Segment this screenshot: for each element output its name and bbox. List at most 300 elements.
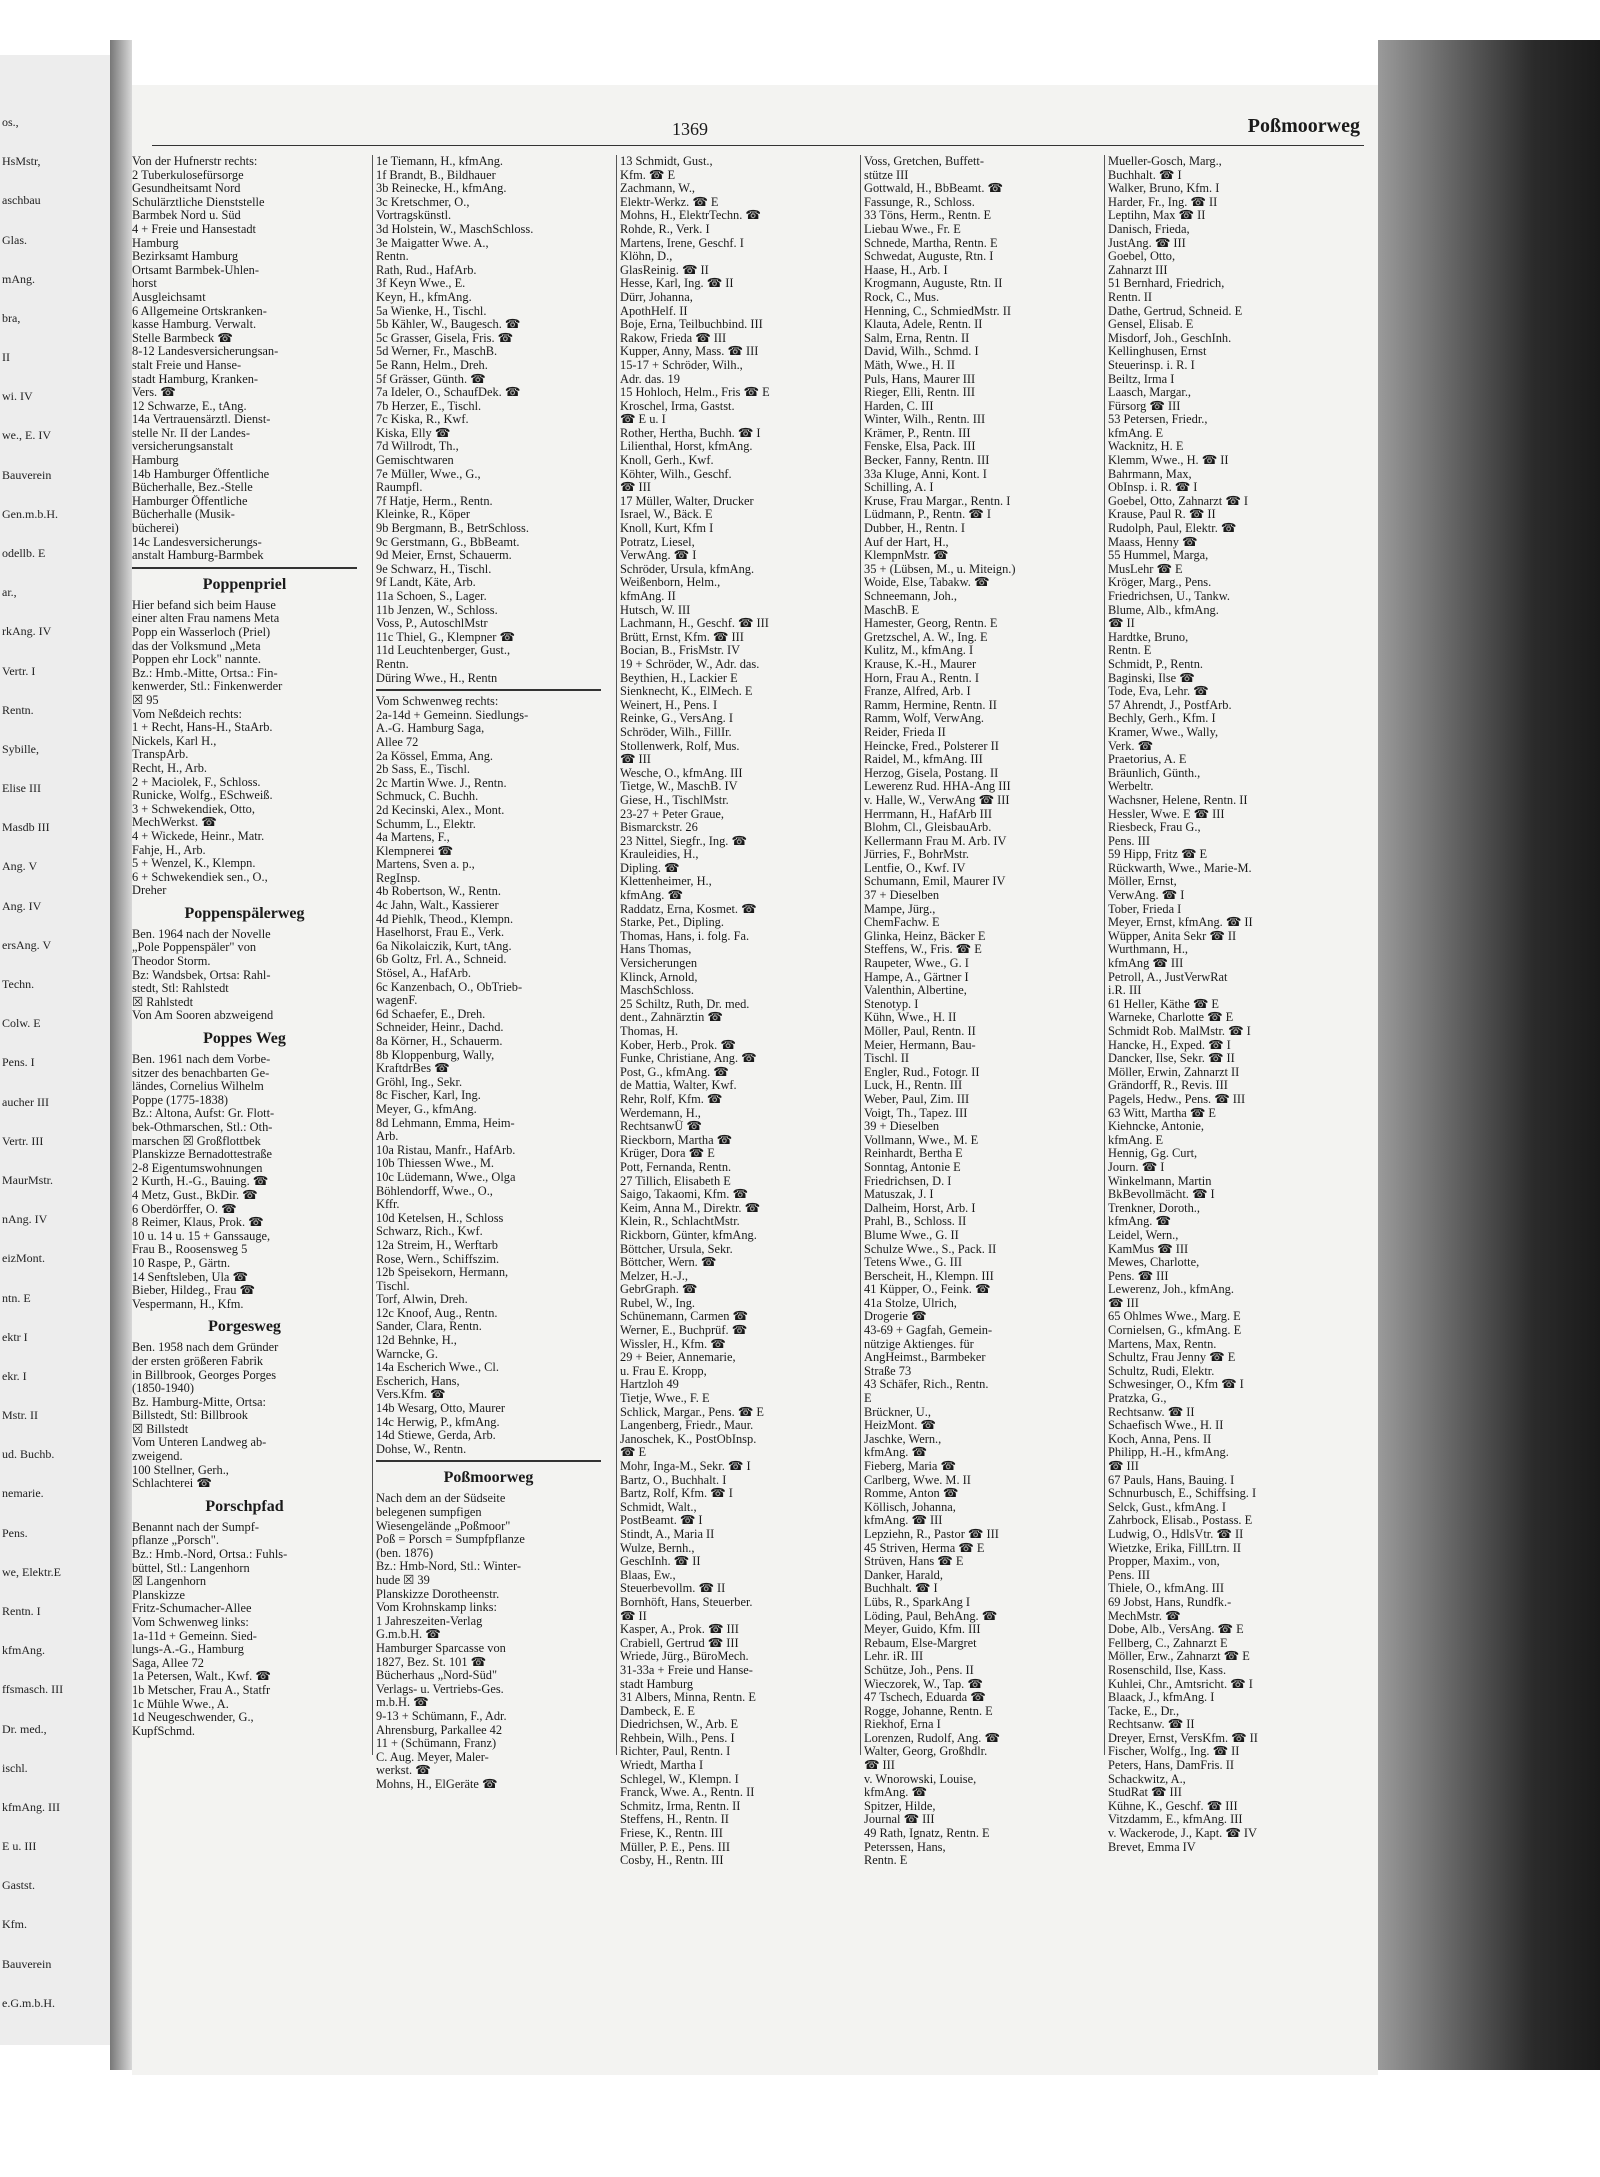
- entry-line: 3d Holstein, W., MaschSchloss.: [376, 222, 534, 236]
- entry-line: KamMus ☎ III: [1108, 1242, 1189, 1256]
- entry-line: Lewerenz, Joh., kfmAng.: [1108, 1283, 1234, 1297]
- entry-line: JustAng. ☎ III: [1108, 236, 1186, 250]
- entry-line: Richter, Paul, Rentn. I: [620, 1745, 731, 1759]
- entry-line: MechWerkst. ☎: [132, 816, 217, 830]
- entry-line: G.m.b.H. ☎: [376, 1628, 441, 1642]
- entry-line: 4 + Wickede, Heinr., Matr.: [132, 829, 265, 843]
- entry-line: Verlags- u. Vertriebs-Ges.: [376, 1682, 504, 1696]
- entry-line: Becker, Fanny, Rentn. III: [864, 454, 990, 468]
- entry-line: (ben. 1876): [376, 1546, 434, 1560]
- entry-line: Hamburger Öffentliche: [132, 494, 248, 508]
- entry-line: Schwedat, Auguste, Rtn. I: [864, 250, 994, 264]
- entry-line: Rentn. E: [864, 1854, 908, 1868]
- entry-line: Schmuck, C. Buchh.: [376, 790, 479, 804]
- left-page-text: Elise III: [2, 781, 41, 795]
- entry-line: Dreher: [132, 884, 167, 898]
- entry-line: Fieberg, Maria ☎: [864, 1460, 956, 1473]
- column-2: [376, 155, 601, 1791]
- entry-line: 8d Lehmann, Emma, Heim-: [376, 1116, 515, 1130]
- left-page-text: II: [2, 350, 10, 364]
- entry-line: Rentn.: [376, 657, 409, 671]
- entry-line: Walter, Georg, Großhdlr.: [864, 1745, 988, 1759]
- entry-line: 9c Gerstmann, G., BbBeamt.: [376, 535, 520, 549]
- entry-line: Keyn, H., kfmAng.: [376, 290, 472, 304]
- entry-line: Adr. das. 19: [620, 372, 680, 386]
- entry-line: Potratz, Liesel,: [620, 535, 695, 549]
- entry-line: Zahrbock, Elisab., Postass. E: [1108, 1514, 1253, 1528]
- entry-line: Klempnerei ☎: [376, 844, 454, 858]
- entry-line: Mueller-Gosch, Marg.,: [1108, 155, 1222, 168]
- entry-line: Kiska, Elly ☎: [376, 426, 451, 440]
- entry-line: Bornhöft, Hans, Steuerber.: [620, 1595, 753, 1609]
- entry-line: 9e Schwarz, H., Tischl.: [376, 562, 492, 576]
- entry-line: ☎ III: [864, 1759, 895, 1773]
- entry-line: 47 Tschech, Eduarda ☎: [864, 1691, 986, 1705]
- entry-line: 19 + Schröder, W., Adr. das.: [620, 657, 760, 671]
- entry-line: Hamburg: [132, 236, 179, 250]
- entry-line: Sonntag, Antonie E: [864, 1160, 961, 1174]
- entry-line: Vom Schwenweg rechts:: [376, 695, 499, 709]
- entry-line: Dubber, H., Rentn. I: [864, 522, 966, 536]
- entry-line: Klein, R., SchlachtMstr.: [620, 1215, 740, 1229]
- entry-line: Dürr, Johanna,: [620, 290, 693, 304]
- entry-line: Rose, Wern., Schiffszim.: [376, 1252, 500, 1266]
- entry-line: Steuerinsp. i. R. I: [1108, 358, 1195, 372]
- left-page-text: aucher III: [2, 1095, 49, 1109]
- entry-line: Theodor Storm.: [132, 955, 211, 969]
- left-page-text: aschbau: [2, 193, 41, 207]
- entry-line: Kober, Herb., Prok. ☎: [620, 1038, 736, 1052]
- entry-line: Wulze, Bernh.,: [620, 1541, 695, 1555]
- entry-line: zweigend.: [132, 1450, 183, 1464]
- entry-line: Franze, Alfred, Arb. I: [864, 685, 971, 699]
- street-heading: Poppes Weg: [203, 1030, 286, 1048]
- entry-line: Schilling, A. I: [864, 481, 934, 495]
- entry-line: Hier befand sich beim Hause: [132, 598, 276, 612]
- left-page-text: ischl.: [2, 1761, 28, 1775]
- entry-line: Kellermann Frau M. Arb. IV: [864, 834, 1007, 848]
- entry-line: Krause, Paul R. ☎ II: [1108, 508, 1216, 522]
- left-page-text: kfmAng.: [2, 1643, 45, 1657]
- entry-line: GeschInh. ☎ II: [620, 1555, 701, 1569]
- entry-line: Rock, C., Mus.: [864, 290, 940, 304]
- entry-line: MaschSchloss.: [620, 984, 694, 998]
- entry-line: 10 u. 14 u. 15 + Ganssauge,: [132, 1229, 271, 1243]
- entry-line: 65 Ohlmes Wwe., Marg. E: [1108, 1310, 1241, 1324]
- entry-line: 57 Ahrendt, J., PostfArb.: [1108, 698, 1232, 712]
- entry-line: Janoschek, K., PostObInsp.: [620, 1432, 757, 1446]
- entry-line: Schwesinger, O., Kfm ☎ I: [1108, 1378, 1244, 1392]
- entry-line: 43-69 + Gagfah, Gemein-: [864, 1324, 993, 1338]
- entry-line: Fürsorg ☎ III: [1108, 399, 1181, 413]
- entry-line: stütze III: [864, 168, 909, 182]
- entry-line: Jürries, F., BohrMstr.: [864, 848, 970, 862]
- entry-line: 12 Schwarze, E., tAng.: [132, 399, 247, 413]
- left-page-text: Vertr. III: [2, 1134, 44, 1148]
- entry-line: 1827, Bez. St. 101 ☎: [376, 1655, 487, 1669]
- entry-line: 59 Hipp, Fritz ☎ E: [1108, 848, 1208, 862]
- entry-line: Köllisch, Johanna,: [864, 1500, 956, 1514]
- entry-line: MusLehr ☎ E: [1108, 562, 1183, 576]
- entry-line: kfmAng. ☎: [864, 1446, 927, 1460]
- entry-line: Kühne, K., Geschf. ☎ III: [1108, 1799, 1238, 1813]
- entry-line: Dathe, Gertrud, Schneid. E: [1108, 304, 1243, 318]
- entry-line: Gröhl, Ing., Sekr.: [376, 1075, 463, 1089]
- left-page-text: ersAng. V: [2, 938, 52, 952]
- entry-line: Stenotyp. I: [864, 997, 919, 1011]
- entry-line: 25 Schiltz, Ruth, Dr. med.: [620, 997, 750, 1011]
- entry-line: Blume, Alb., kfmAng.: [1108, 603, 1219, 617]
- entry-line: Martens, Irene, Geschf. I: [620, 236, 744, 250]
- entry-line: Lachmann, H., Geschf. ☎ III: [620, 617, 769, 631]
- entry-line: 10 Raspe, P., Gärtn.: [132, 1256, 231, 1270]
- left-page-text: nAng. IV: [2, 1212, 48, 1226]
- entry-line: v. Wnorowski, Louise,: [864, 1772, 977, 1786]
- entry-line: sitzer des benachbarten Ge-: [132, 1066, 270, 1080]
- entry-line: Crabiell, Gertrud ☎ III: [620, 1636, 739, 1650]
- entry-line: Fassunge, R., Schloss.: [864, 195, 975, 209]
- entry-line: Sienknecht, K., ElMech. E: [620, 685, 753, 699]
- entry-line: 10c Lüdemann, Wwe., Olga: [376, 1170, 516, 1184]
- left-page-text: ektr I: [2, 1330, 28, 1344]
- entry-line: A.-G. Hamburg Saga,: [376, 722, 485, 736]
- entry-line: StudRat ☎ III: [1108, 1786, 1182, 1800]
- entry-line: Wesche, O., kfmAng. III: [620, 766, 743, 780]
- entry-line: 6 Oberdörffer, O. ☎: [132, 1202, 237, 1216]
- entry-line: Müller, P. E., Pens. III: [620, 1840, 730, 1854]
- entry-line: Wriedt, Martha I: [620, 1759, 704, 1773]
- entry-line: Tietge, W., MaschB. IV: [620, 780, 738, 794]
- entry-line: 23 Nittel, Siegfr., Ing. ☎: [620, 834, 747, 848]
- entry-line: Rentn. II: [1108, 290, 1153, 304]
- entry-line: Schwarz, Rich., Kwf.: [376, 1225, 483, 1239]
- entry-line: 33a Kluge, Anni, Kont. I: [864, 467, 987, 481]
- entry-line: Nach dem an der Südseite: [376, 1492, 506, 1506]
- entry-line: Möller, Erw., Zahnarzt ☎ E: [1108, 1650, 1250, 1664]
- entry-line: 8a Körner, H., Schauerm.: [376, 1035, 503, 1048]
- entry-line: ApothHelf. II: [620, 304, 688, 318]
- entry-line: Vom Neßdeich rechts:: [132, 707, 242, 721]
- left-page-text: MaurMstr.: [2, 1173, 53, 1187]
- entry-line: 1 Jahreszeiten-Verlag: [376, 1614, 483, 1628]
- entry-line: Luck, H., Rentn. III: [864, 1079, 963, 1093]
- entry-line: Vollmann, Wwe., M. E: [864, 1133, 979, 1147]
- left-page-text: Dr. med.,: [2, 1722, 47, 1736]
- entry-line: Vom Schwenweg links:: [132, 1616, 249, 1629]
- entry-line: werkst. ☎: [376, 1764, 431, 1778]
- entry-line: RegInsp.: [376, 871, 421, 885]
- entry-line: 7b Herzer, E., Tischl.: [376, 399, 482, 413]
- entry-line: Tischl. II: [864, 1052, 909, 1066]
- entry-line: kfmAng ☎ III: [1108, 957, 1184, 971]
- entry-line: Riesbeck, Frau G.,: [1108, 821, 1201, 835]
- entry-line: 8b Kloppenburg, Wally,: [376, 1048, 495, 1062]
- entry-line: ländes, Cornelius Wilhelm: [132, 1080, 264, 1094]
- entry-line: Schmitz, Irma, Rentn. II: [620, 1799, 741, 1813]
- entry-line: kenwerder, Stl.: Finkenwerder: [132, 680, 283, 694]
- entry-line: einer alten Frau namens Meta: [132, 612, 280, 626]
- entry-line: Schackwitz, A.,: [1108, 1772, 1186, 1786]
- entry-line: Bahrmann, Max,: [1108, 467, 1192, 481]
- entry-line: Tode, Eva, Lehr. ☎: [1108, 685, 1209, 699]
- entry-line: 6 + Schwekendiek sen., O.,: [132, 870, 268, 884]
- entry-line: TranspArb.: [132, 748, 189, 762]
- entry-line: Kramer, Wwe., Wally,: [1108, 725, 1219, 739]
- column-divider: [372, 155, 373, 1755]
- entry-line: HeizMont. ☎: [864, 1419, 936, 1433]
- entry-line: 55 Hummel, Marga,: [1108, 549, 1209, 563]
- entry-line: Israel, W., Bäck. E: [620, 508, 713, 522]
- entry-line: 11c Thiel, G., Klempner ☎: [376, 630, 515, 644]
- entry-line: Vortragskünstl.: [376, 209, 452, 223]
- column-divider: [860, 155, 861, 1755]
- entry-line: David, Wilh., Schmd. I: [864, 345, 979, 359]
- entry-line: Wachsner, Helene, Rentn. II: [1108, 793, 1248, 807]
- entry-line: Rehbein, Wilh., Pens. I: [620, 1731, 735, 1745]
- entry-line: 8 Reimer, Klaus, Prok. ☎: [132, 1216, 264, 1230]
- entry-line: Hutsch, W. III: [620, 603, 691, 617]
- entry-line: Poppe (1775-1838): [132, 1093, 229, 1107]
- entry-line: Danker, Harald,: [864, 1568, 943, 1582]
- entry-line: Wurthmann, H.,: [1108, 943, 1189, 957]
- entry-line: Stindt, A., Maria II: [620, 1527, 715, 1541]
- entry-line: kfmAng. ☎ III: [864, 1514, 943, 1528]
- entry-line: Bücherhalle (Musik-: [132, 508, 235, 522]
- page-number: 1369: [672, 119, 708, 139]
- entry-line: Dalheim, Horst, Arb. I: [864, 1201, 976, 1215]
- entry-line: Billstedt, Stl: Billbrook: [132, 1409, 249, 1423]
- entry-line: Friedrichsen, D. I: [864, 1174, 952, 1188]
- entry-line: 12d Behnke, H.,: [376, 1334, 457, 1348]
- entry-line: Ramm, Hermine, Rentn. II: [864, 698, 997, 712]
- entry-line: GebrGraph. ☎: [620, 1283, 698, 1297]
- entry-line: Weißenborn, Helm.,: [620, 576, 721, 590]
- entry-line: Fenske, Elsa, Pack. III: [864, 440, 976, 454]
- entry-line: 31 Albers, Minna, Rentn. E: [620, 1691, 756, 1705]
- entry-line: kfmAng. II: [620, 590, 676, 603]
- entry-line: Schünemann, Carmen ☎: [620, 1310, 748, 1324]
- entry-line: Carlberg, Wwe. M. II: [864, 1473, 971, 1487]
- entry-line: Blohm, Cl., GleisbauArb.: [864, 821, 992, 835]
- left-page-text: ffsmasch. III: [2, 1682, 64, 1696]
- entry-line: ☒ Billstedt: [132, 1422, 189, 1436]
- entry-line: m.b.H. ☎: [376, 1696, 429, 1710]
- entry-line: kfmAng. E: [1108, 1133, 1164, 1147]
- entry-line: Bz.: Hmb.-Mitte, Ortsa.: Fin-: [132, 666, 278, 680]
- entry-line: 13 Schmidt, Gust.,: [620, 155, 713, 168]
- entry-line: Kfm. ☎ E: [620, 168, 676, 182]
- entry-line: Bücherhalle, Bez.-Stelle: [132, 481, 253, 495]
- entry-line: Straße 73: [864, 1364, 912, 1378]
- entry-line: Lehr. iR. III: [864, 1650, 924, 1664]
- entry-line: „Pole Poppenspäler" von: [132, 941, 257, 955]
- street-heading: Porschpfad: [205, 1497, 284, 1515]
- entry-line: Schumann, Emil, Maurer IV: [864, 875, 1006, 889]
- entry-line: Planskizze: [132, 1588, 185, 1602]
- entry-line: Kröger, Marg., Pens.: [1108, 576, 1212, 590]
- entry-line: Leptihn, Max ☎ II: [1108, 209, 1206, 223]
- entry-line: Riekhof, Erna I: [864, 1718, 941, 1732]
- entry-line: 39 + Dieselben: [864, 1120, 940, 1134]
- left-page-text: E u. III: [2, 1839, 37, 1853]
- entry-line: 2 Tuberkulosefürsorge: [132, 168, 244, 182]
- column-divider: [1104, 155, 1105, 1755]
- street-heading: Poßmoorweg: [443, 1469, 534, 1487]
- entry-line: Böhlendorff, Wwe., O.,: [376, 1184, 493, 1198]
- entry-line: VerwAng. ☎ I: [620, 549, 697, 563]
- entry-line: Schultz, Frau Jenny ☎ E: [1108, 1351, 1236, 1365]
- entry-line: Hesse, Karl, Ing. ☎ II: [620, 277, 734, 291]
- entry-line: Schnede, Martha, Rentn. E: [864, 236, 998, 250]
- entry-line: Von der Hufnerstr rechts:: [132, 155, 258, 168]
- entry-line: Rechtsanw. ☎ II: [1108, 1718, 1195, 1732]
- entry-line: Tacke, E., Dr.,: [1108, 1704, 1180, 1718]
- entry-line: 8c Fischer, Karl, Ing.: [376, 1089, 481, 1103]
- entry-line: Mewes, Charlotte,: [1108, 1256, 1200, 1270]
- entry-line: Philipp, H.-H., kfmAng.: [1108, 1446, 1229, 1460]
- entry-line: kfmAng. E: [1108, 426, 1164, 440]
- entry-line: 1c Mühle Wwe., A.: [132, 1697, 229, 1711]
- left-page-text: Pens. I: [2, 1055, 35, 1069]
- entry-line: 14c Herwig, P., kfmAng.: [376, 1415, 500, 1429]
- entry-line: Kroschel, Irma, Gastst.: [620, 399, 735, 413]
- entry-line: Mohr, Inga-M., Sekr. ☎ I: [620, 1460, 751, 1473]
- entry-line: Fischer, Wolfg., Ing. ☎ II: [1108, 1745, 1240, 1759]
- entry-line: Sander, Clara, Rentn.: [376, 1320, 482, 1334]
- left-page-text: e.G.m.b.H.: [2, 1996, 55, 2010]
- entry-line: 8-12 Landesversicherungsan-: [132, 345, 279, 359]
- entry-line: Goebel, Otto, Zahnarzt ☎ I: [1108, 494, 1248, 508]
- entry-line: Nickels, Karl H.,: [132, 734, 217, 748]
- entry-line: Klettenheimer, H.,: [620, 875, 712, 889]
- entry-line: Valenthin, Albertine,: [864, 984, 967, 998]
- entry-line: Pens. ☎ III: [1108, 1269, 1169, 1283]
- entry-line: Giese, H., TischlMstr.: [620, 793, 729, 807]
- entry-line: Winkelmann, Martin: [1108, 1174, 1212, 1188]
- entry-line: Matuszak, J. I: [864, 1188, 934, 1202]
- entry-line: Bartz, O., Buchhalt. I: [620, 1473, 727, 1487]
- entry-line: Pens. III: [1108, 834, 1150, 848]
- entry-line: lungs-A.-G., Hamburg: [132, 1643, 244, 1657]
- entry-line: Bz. Hamburg-Mitte, Ortsa:: [132, 1395, 266, 1409]
- entry-line: Engler, Rud., Fotogr. II: [864, 1065, 980, 1079]
- left-page-text: Ang. V: [2, 859, 38, 873]
- entry-line: Goebel, Otto,: [1108, 250, 1176, 264]
- entry-line: kfmAng. ☎: [864, 1786, 927, 1800]
- entry-line: Stelle Barmbeck ☎: [132, 331, 233, 345]
- entry-line: 9d Meier, Ernst, Schauerm.: [376, 549, 512, 563]
- entry-line: 4 Metz, Gust., BkDir. ☎: [132, 1188, 258, 1202]
- entry-line: Rieckborn, Martha ☎: [620, 1133, 733, 1147]
- entry-line: Rentn. E: [1108, 644, 1152, 658]
- entry-line: 5c Grasser, Gisela, Fris. ☎: [376, 331, 514, 345]
- entry-line: 35 + (Lübsen, M., u. Miteign.): [864, 562, 1016, 576]
- entry-line: 11a Schoen, S., Lager.: [376, 590, 487, 603]
- entry-line: Funke, Christiane, Ang. ☎: [620, 1052, 757, 1066]
- entry-line: Schulze Wwe., S., Pack. II: [864, 1242, 997, 1256]
- entry-line: v. Halle, W., VerwAng ☎ III: [864, 793, 1010, 807]
- entry-line: Laasch, Margar.,: [1108, 386, 1192, 400]
- entry-line: 10a Ristau, Manfr., HafArb.: [376, 1143, 516, 1157]
- entry-line: kasse Hamburg. Verwalt.: [132, 318, 257, 332]
- entry-line: Bartz, Rolf, Kfm. ☎ I: [620, 1487, 733, 1501]
- entry-line: Bismarckstr. 26: [620, 821, 698, 835]
- entry-line: Gensel, Elisab. E: [1108, 318, 1194, 332]
- entry-line: 1 + Recht, Hans-H., StaArb.: [132, 721, 273, 735]
- entry-line: Voss, Gretchen, Buffett-: [864, 155, 984, 168]
- entry-line: 14b Hamburger Öffentliche: [132, 467, 270, 481]
- section-rule: [376, 1460, 601, 1462]
- entry-line: Zahnarzt III: [1108, 263, 1168, 277]
- left-page-text: Mstr. II: [2, 1408, 38, 1422]
- entry-line: Werdemann, H.,: [620, 1106, 701, 1120]
- entry-line: Kulitz, M., kfmAng. I: [864, 644, 974, 658]
- left-page-text: Masdb III: [2, 820, 50, 834]
- entry-line: Schneider, Heinr., Dachd.: [376, 1021, 504, 1035]
- entry-line: Drogerie ☎: [864, 1310, 927, 1324]
- entry-line: Lüdmann, P., Rentn. ☎ I: [864, 508, 991, 522]
- entry-line: Blume Wwe., G. II: [864, 1228, 959, 1242]
- entry-line: horst: [132, 277, 157, 291]
- entry-line: Boje, Erna, Teilbuchbind. III: [620, 318, 763, 332]
- entry-line: Diedrichsen, W., Arb. E: [620, 1718, 739, 1732]
- entry-line: Fahje, H., Arb.: [132, 843, 206, 857]
- entry-line: 3c Kretschmer, O.,: [376, 195, 470, 209]
- entry-line: 2 + Maciolek, F., Schloss.: [132, 775, 261, 789]
- entry-line: Kellinghusen, Ernst: [1108, 345, 1207, 359]
- entry-line: Hennig, Gg. Curt,: [1108, 1147, 1198, 1161]
- street-heading: Porgesweg: [208, 1318, 281, 1336]
- left-page-text: Rentn. I: [2, 1604, 41, 1618]
- entry-line: Haase, H., Arb. I: [864, 263, 948, 277]
- entry-line: Möller, Ernst,: [1108, 875, 1177, 889]
- entry-line: Böttcher, Wern. ☎: [620, 1256, 717, 1270]
- entry-line: C. Aug. Meyer, Maler-: [376, 1750, 489, 1764]
- left-page-text: Kfm.: [2, 1917, 27, 1931]
- entry-line: Vers.Kfm. ☎: [376, 1388, 446, 1402]
- entry-line: Langenberg, Friedr., Maur.: [620, 1419, 754, 1433]
- left-page-text: Rentn.: [2, 703, 34, 717]
- entry-line: Gemischtwaren: [376, 454, 454, 468]
- column-4: [864, 155, 1089, 1868]
- entry-line: Prahl, B., Schloss. II: [864, 1215, 967, 1229]
- entry-line: 3e Maigatter Wwe. A.,: [376, 236, 489, 250]
- entry-line: 49 Rath, Ignatz, Rentn. E: [864, 1827, 990, 1841]
- entry-line: Kasper, A., Prok. ☎ III: [620, 1623, 739, 1637]
- entry-line: Bz: Wandsbek, Ortsa: Rahl-: [132, 968, 271, 982]
- entry-line: 41a Stolze, Ulrich,: [864, 1296, 957, 1310]
- entry-line: Hartzloh 49: [620, 1378, 679, 1392]
- entry-line: Beythien, H., Lackier E: [620, 671, 738, 685]
- entry-line: 5d Werner, Fr., MaschB.: [376, 345, 498, 359]
- entry-line: 7d Willrodt, Th.,: [376, 440, 459, 454]
- entry-line: dent., Zahnärztin ☎: [620, 1011, 723, 1025]
- entry-line: Ludwig, O., HdlsVtr. ☎ II: [1108, 1527, 1244, 1541]
- entry-line: Herrmann, H., HafArb III: [864, 807, 992, 821]
- entry-line: Saga, Allee 72: [132, 1656, 204, 1670]
- left-page-text: Pens.: [2, 1526, 28, 1540]
- entry-line: 27 Tillich, Elisabeth E: [620, 1174, 731, 1188]
- entry-line: kfmAng. ☎: [620, 889, 683, 903]
- entry-line: 6c Kanzenbach, O., ObTrieb-: [376, 980, 523, 994]
- entry-line: Heincke, Fred., Polsterer II: [864, 739, 999, 753]
- entry-line: 9f Landt, Käte, Arb.: [376, 576, 476, 590]
- entry-line: Bz.: Hmb-Nord, Stl.: Winter-: [376, 1560, 521, 1574]
- entry-line: Rogge, Johanne, Rentn. E: [864, 1704, 993, 1718]
- entry-line: Elektr-Werkz. ☎ E: [620, 195, 719, 209]
- entry-line: KraftdrBes ☎: [376, 1062, 450, 1076]
- entry-line: Ahrensburg, Parkallee 42: [376, 1723, 503, 1737]
